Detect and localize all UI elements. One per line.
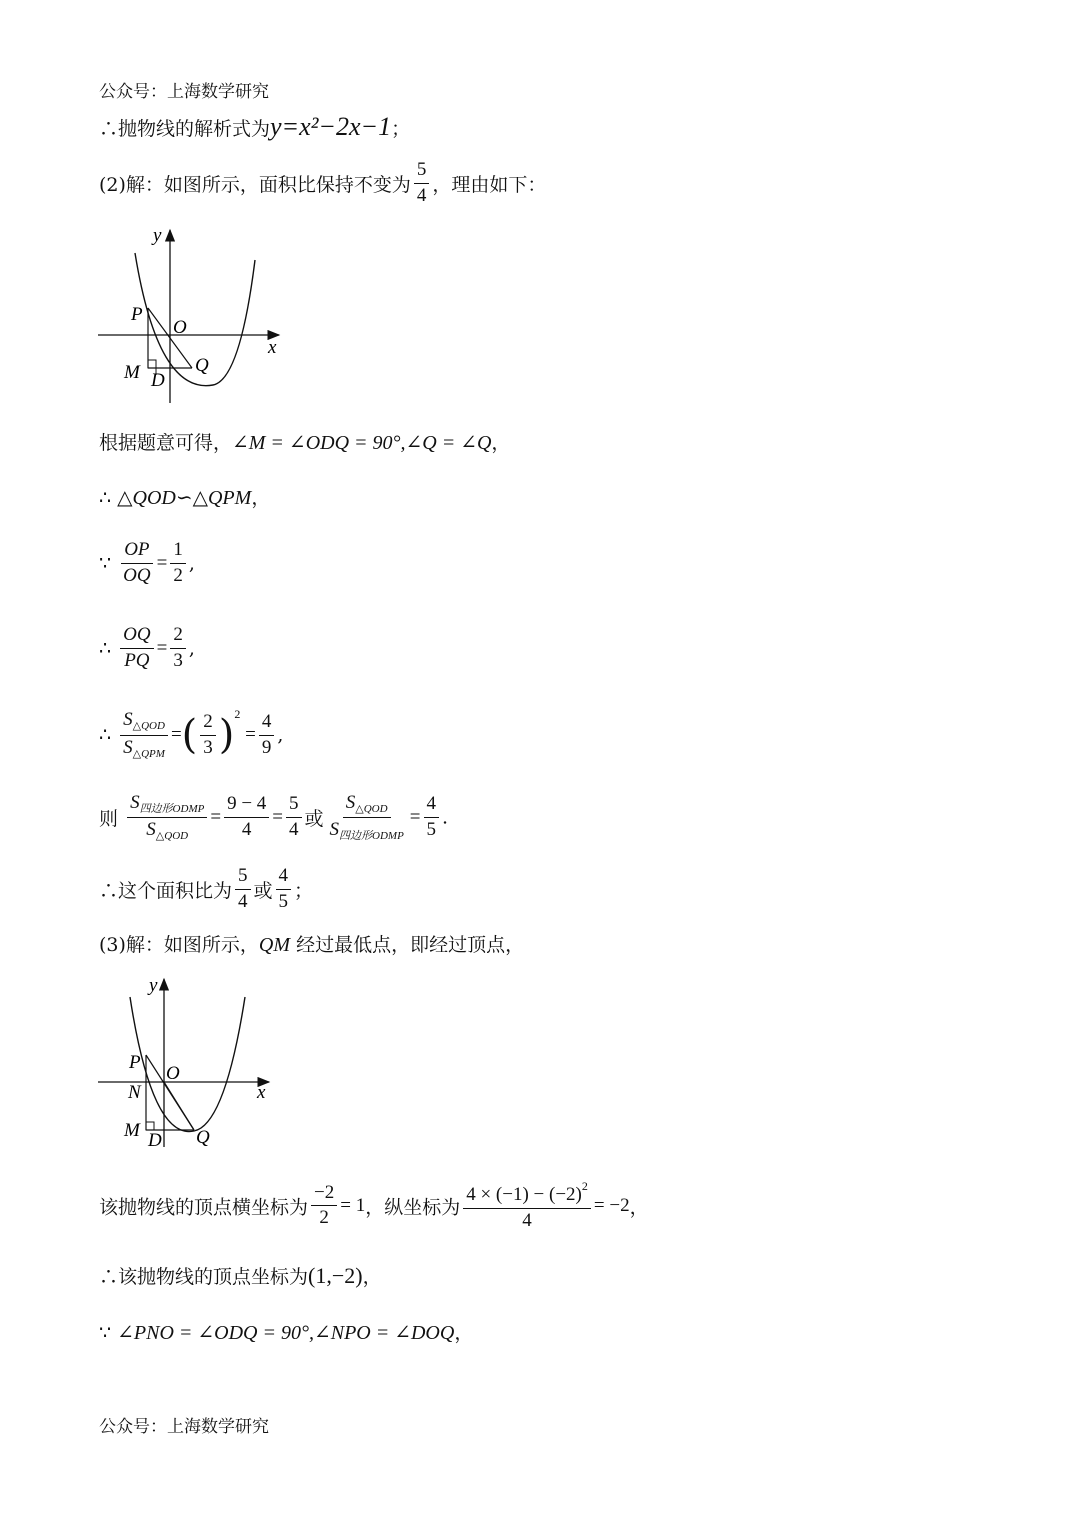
fraction-s-qod-s-quad: $\frac{S_{\triangle QOD}}{S_{四边形ODMP}}$ xyxy=(329,792,404,843)
angle-lead: 根据题意可得， xyxy=(99,432,233,454)
angle-equality-line: ∵ ∠PNO = ∠ODQ = 90°,∠NPO = ∠DOQ， xyxy=(99,1322,474,1344)
fraction-5-4-b: $\frac{5}{4}$ xyxy=(286,794,302,841)
label-m: M xyxy=(124,1120,140,1141)
angle-equality-math: ∠PNO = ∠ODQ = 90°,∠NPO = ∠DOQ xyxy=(117,1322,455,1344)
vertex-coordinate-line: ∴该抛物线的顶点坐标为(1,−2)， xyxy=(99,1263,382,1288)
vertex-coordinate: (1,−2) xyxy=(308,1263,363,1288)
figure-2-parabola xyxy=(95,975,295,1153)
therefore-symbol: ∴ xyxy=(99,724,112,746)
label-p: P xyxy=(131,304,143,325)
label-y: y xyxy=(149,975,158,996)
fraction-5-4-c: $\frac{5}{4}$ xyxy=(235,866,251,913)
fraction-s-qod-s-qpm: $\frac{S_{\triangle QOD}}{S_{\triangle QPM}}$ xyxy=(120,710,168,759)
label-n: N xyxy=(128,1082,141,1103)
label-o: O xyxy=(173,317,187,338)
label-x: x xyxy=(257,1082,266,1103)
segment-oq xyxy=(164,1082,194,1130)
similarity-line xyxy=(99,483,270,510)
fraction-oq-pq: $\frac{OQ}{PQ}$ xyxy=(120,625,153,672)
ratio-oq-pq-line: ∴ $\frac{OQ}{PQ}$ = $\frac{2}{3}$ , xyxy=(99,624,195,671)
part2-tail: ，理由如下： xyxy=(432,173,547,196)
fraction-4-5-b: $\frac{4}{5}$ xyxy=(276,866,292,913)
label-p: P xyxy=(129,1052,141,1073)
right-angle-mark xyxy=(146,1122,154,1130)
fraction-4-5: $\frac{4}{5}$ xyxy=(424,794,440,841)
label-d: D xyxy=(151,370,165,391)
label-q: Q xyxy=(195,355,209,376)
right-angle-mark xyxy=(148,360,156,368)
page-footer: 公众号：上海数学研究 xyxy=(99,1417,269,1437)
because-symbol: ∵ xyxy=(99,552,112,575)
angle-math: ∠M = ∠ODQ = 90°,∠Q = ∠Q xyxy=(232,432,492,454)
parabola-equation-line xyxy=(99,112,410,142)
quadrilateral-ratio-line: 则 $\frac{S_{四边形ODMP}}{S_{\triangle QOD}}$ = $\frac{9 - 4}{4}$ = $\frac{5}{4}$ 或 $\frac{S_{\triangle QOD}}{S_{四边形ODMP}}$ = $\frac{4}{5}$ . xyxy=(99,792,449,843)
equation-end: ； xyxy=(391,118,411,140)
sim-end: ， xyxy=(251,487,271,509)
fraction-vertex-y: $\frac{4 \times (-1) - (-2)^2}{4}$ xyxy=(463,1180,591,1232)
label-d: D xyxy=(148,1130,162,1151)
part2-lead: (2)解：如图所示，面积比保持不变为 xyxy=(99,173,411,196)
angle-end: ， xyxy=(491,432,511,454)
vertex-calc-line: 该抛物线的顶点横坐标为 $\frac{-2}{2}$ = 1，纵坐标为 $\frac{4 \times (-1) - (-2)^2}{4}$ = −2， xyxy=(99,1179,649,1231)
fraction-5-4: $\frac{5}{4}$ xyxy=(414,160,430,207)
part3-intro: (3)解：如图所示，QM 经过最低点，即经过顶点， xyxy=(99,934,525,956)
label-x: x xyxy=(268,337,277,358)
therefore-symbol: ∴ xyxy=(99,487,112,509)
fraction-2-3-power: $\frac{2}{3}$ xyxy=(200,712,216,759)
similar-triangles: △QOD∽△QPM xyxy=(117,487,252,509)
fraction-9-4-over-4: $\frac{9 - 4}{4}$ xyxy=(224,794,269,841)
label-o: O xyxy=(166,1063,180,1084)
equation-lead: ∴抛物线的解析式为 xyxy=(99,118,271,140)
angle-condition-line xyxy=(99,428,510,455)
fraction-op-oq: $\frac{OP}{OQ}$ xyxy=(123,539,151,586)
label-q: Q xyxy=(196,1127,210,1148)
label-m: M xyxy=(124,362,140,383)
fraction-2-3: $\frac{2}{3}$ xyxy=(170,625,186,672)
fraction-1-2: $\frac{1}{2}$ xyxy=(170,540,186,587)
part2-intro xyxy=(99,160,546,207)
therefore-symbol: ∴ xyxy=(99,637,112,660)
figure-1-parabola xyxy=(95,225,295,410)
ratio-op-oq-line: ∵ $\frac{OP}{OQ}$ = $\frac{1}{2}$ , xyxy=(99,539,195,586)
segment-qm: QM xyxy=(258,934,291,956)
area-ratio-line: ∴ $\frac{S_{\triangle QOD}}{S_{\triangle QPM}}$ =( $\frac{2}{3}$ )$^2$ = $\frac{4}{9}$ , xyxy=(99,707,284,760)
fraction-s-quad-s-qod: $\frac{S_{四边形ODMP}}{S_{\triangle QOD}}$ xyxy=(127,793,207,842)
area-ratio-conclusion: ∴这个面积比为 $\frac{5}{4}$ 或 $\frac{4}{5}$ ； xyxy=(99,865,314,912)
label-y: y xyxy=(153,225,162,246)
fraction-neg2-2: $\frac{-2}{2}$ xyxy=(311,1183,337,1230)
parabola-equation: y=x²−2x−1 xyxy=(270,112,392,141)
parabola-curve xyxy=(130,997,245,1132)
page-header: 公众号：上海数学研究 xyxy=(99,82,269,102)
fraction-4-9: $\frac{4}{9}$ xyxy=(259,712,275,759)
